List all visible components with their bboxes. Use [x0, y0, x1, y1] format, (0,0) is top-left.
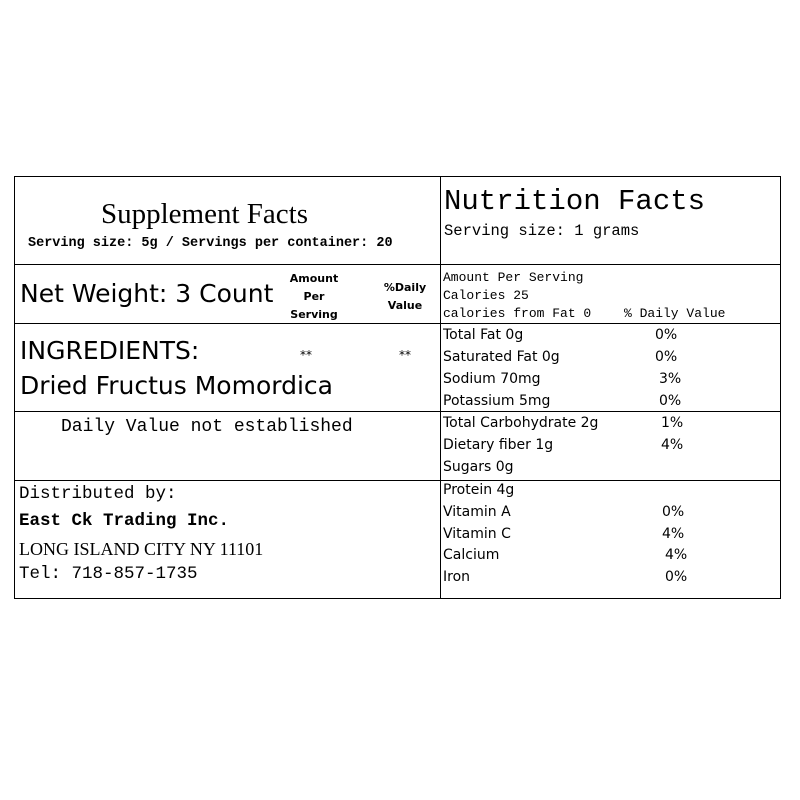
nutrient-row: Sodium 70mg — [443, 371, 541, 387]
distributor-phone: Tel: 718-857-1735 — [19, 564, 198, 584]
nutrient-dv: 0% — [665, 569, 688, 585]
nutrient-row: Vitamin A — [443, 504, 511, 520]
nutrition-serving-size: Serving size: 1 grams — [444, 222, 640, 240]
nutrient-dv: 0% — [662, 504, 685, 520]
calories: Calories 25 — [443, 288, 529, 303]
nutrient-dv: 4% — [665, 547, 688, 563]
divider-row-2 — [14, 323, 781, 324]
ingredients-heading: INGREDIENTS: — [20, 336, 200, 365]
nutrient-row: Potassium 5mg — [443, 393, 551, 409]
amount-per-serving-header: Amount Per Serving — [289, 272, 339, 321]
nutrient-dv: 1% — [661, 415, 684, 431]
nutrient-row: Saturated Fat 0g — [443, 349, 560, 365]
daily-value-column-header: % Daily Value — [624, 306, 726, 321]
nutrient-dv: 0% — [655, 327, 678, 343]
nutrient-dv: 0% — [655, 349, 678, 365]
net-weight: Net Weight: 3 Count — [20, 279, 274, 308]
amount-per-serving: Amount Per Serving — [443, 270, 584, 285]
nutrient-dv: 4% — [662, 526, 685, 542]
daily-value-footnote: Daily Value not established — [61, 417, 353, 437]
nutrient-dv: 3% — [659, 371, 682, 387]
ingredient-amount-mark: ** — [300, 348, 312, 362]
nutrition-title: Nutrition Facts — [444, 185, 706, 218]
divider-row-4 — [14, 480, 781, 481]
nutrient-row: Total Carbohydrate 2g — [443, 415, 599, 431]
divider-row-1 — [14, 264, 781, 265]
nutrient-row: Dietary fiber 1g — [443, 437, 554, 453]
calories-from-fat: calories from Fat 0 — [443, 306, 592, 321]
nutrient-dv: 4% — [661, 437, 684, 453]
nutrient-row: Total Fat 0g — [443, 327, 524, 343]
daily-value-header: %Daily Value — [383, 281, 427, 312]
distributor-name: East Ck Trading Inc. — [19, 511, 230, 531]
supplement-serving-line: Serving size: 5g / Servings per container: 20 — [28, 236, 393, 251]
nutrient-row: Sugars 0g — [443, 459, 514, 475]
divider-row-3 — [14, 411, 781, 412]
nutrient-row: Iron — [443, 569, 471, 585]
supplement-title: Supplement Facts — [101, 198, 309, 230]
ingredient-name: Dried Fructus Momordica — [20, 371, 333, 400]
nutrient-row: Calcium — [443, 547, 500, 563]
distributor-address: LONG ISLAND CITY NY 11101 — [19, 539, 264, 559]
distributed-by-label: Distributed by: — [19, 484, 177, 504]
nutrient-dv: 0% — [659, 393, 682, 409]
nutrient-row: Vitamin C — [443, 526, 511, 542]
center-divider — [440, 176, 441, 599]
ingredient-daily-mark: ** — [399, 348, 411, 362]
nutrient-row: Protein 4g — [443, 482, 515, 498]
